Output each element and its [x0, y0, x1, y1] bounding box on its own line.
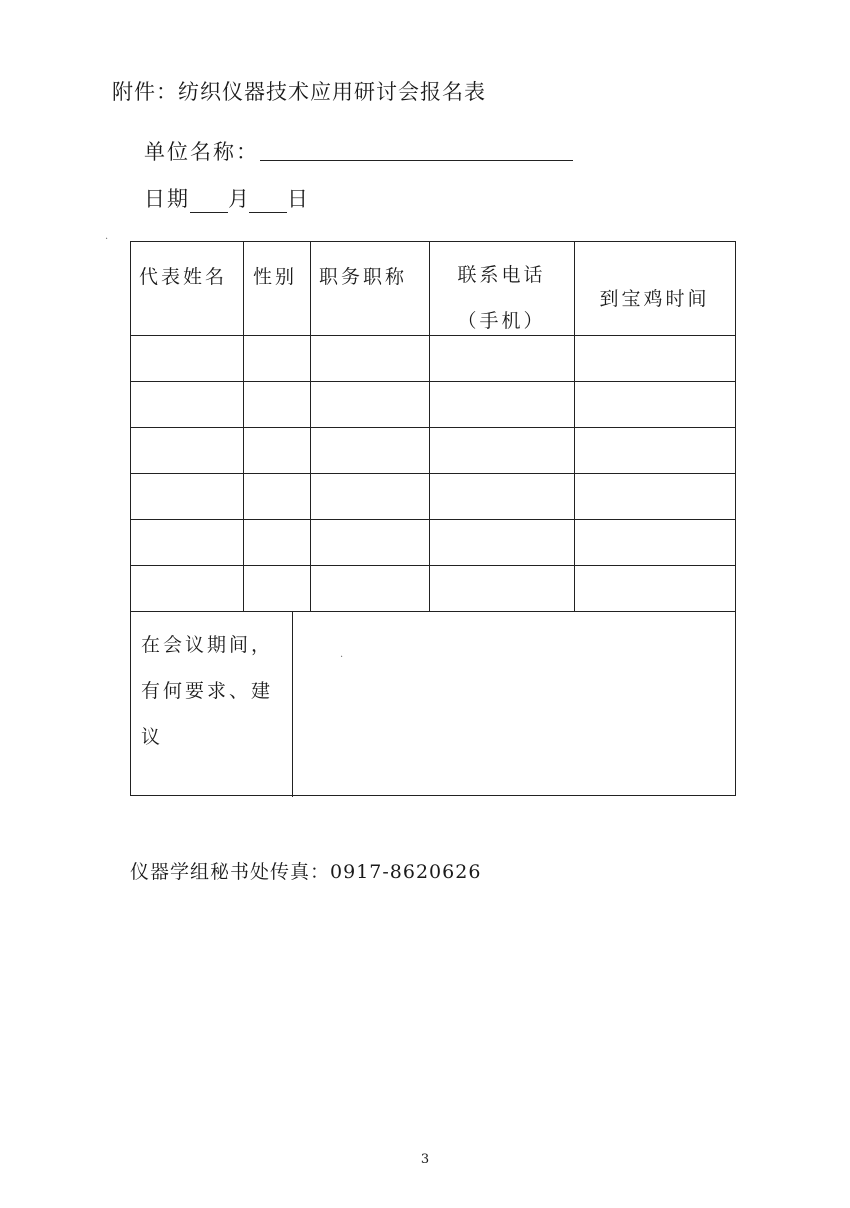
request-input-cell[interactable] — [293, 612, 733, 794]
fax-number: 0917-8620626 — [330, 861, 482, 883]
scan-speck: · — [105, 234, 109, 245]
month-blank[interactable] — [190, 192, 228, 213]
request-label: 在会议期间，有何要求、建议 — [141, 634, 274, 748]
footer-fax — [130, 857, 481, 884]
day-label: 日 — [287, 187, 308, 211]
month-label: 月 — [228, 187, 249, 211]
row-divider — [131, 565, 735, 566]
page-number: 3 — [420, 1152, 430, 1167]
row-divider — [131, 519, 735, 520]
unit-name-label: 单位名称： — [144, 140, 259, 164]
header-phone-mobile: （手机） — [457, 310, 546, 332]
date-row — [144, 183, 308, 213]
unit-name-blank[interactable] — [260, 160, 573, 161]
registration-table — [130, 241, 736, 796]
header-gender: 性别 — [253, 266, 298, 288]
header-name: 代表姓名 — [139, 266, 228, 288]
fax-label: 仪器学组秘书处传真： — [130, 861, 331, 883]
header-arrival: 到宝鸡时间 — [599, 288, 710, 310]
header-position: 职务职称 — [319, 266, 408, 288]
header-phone: 联系电话 — [457, 264, 546, 286]
date-label: 日期 — [144, 187, 190, 211]
day-blank[interactable] — [249, 192, 287, 213]
heading: 附件：纺织仪器技术应用研讨会报名表 — [112, 80, 486, 104]
row-divider — [131, 335, 735, 336]
row-divider — [131, 427, 735, 428]
row-divider — [131, 381, 735, 382]
row-divider — [131, 473, 735, 474]
scan-speck: · — [340, 652, 344, 663]
